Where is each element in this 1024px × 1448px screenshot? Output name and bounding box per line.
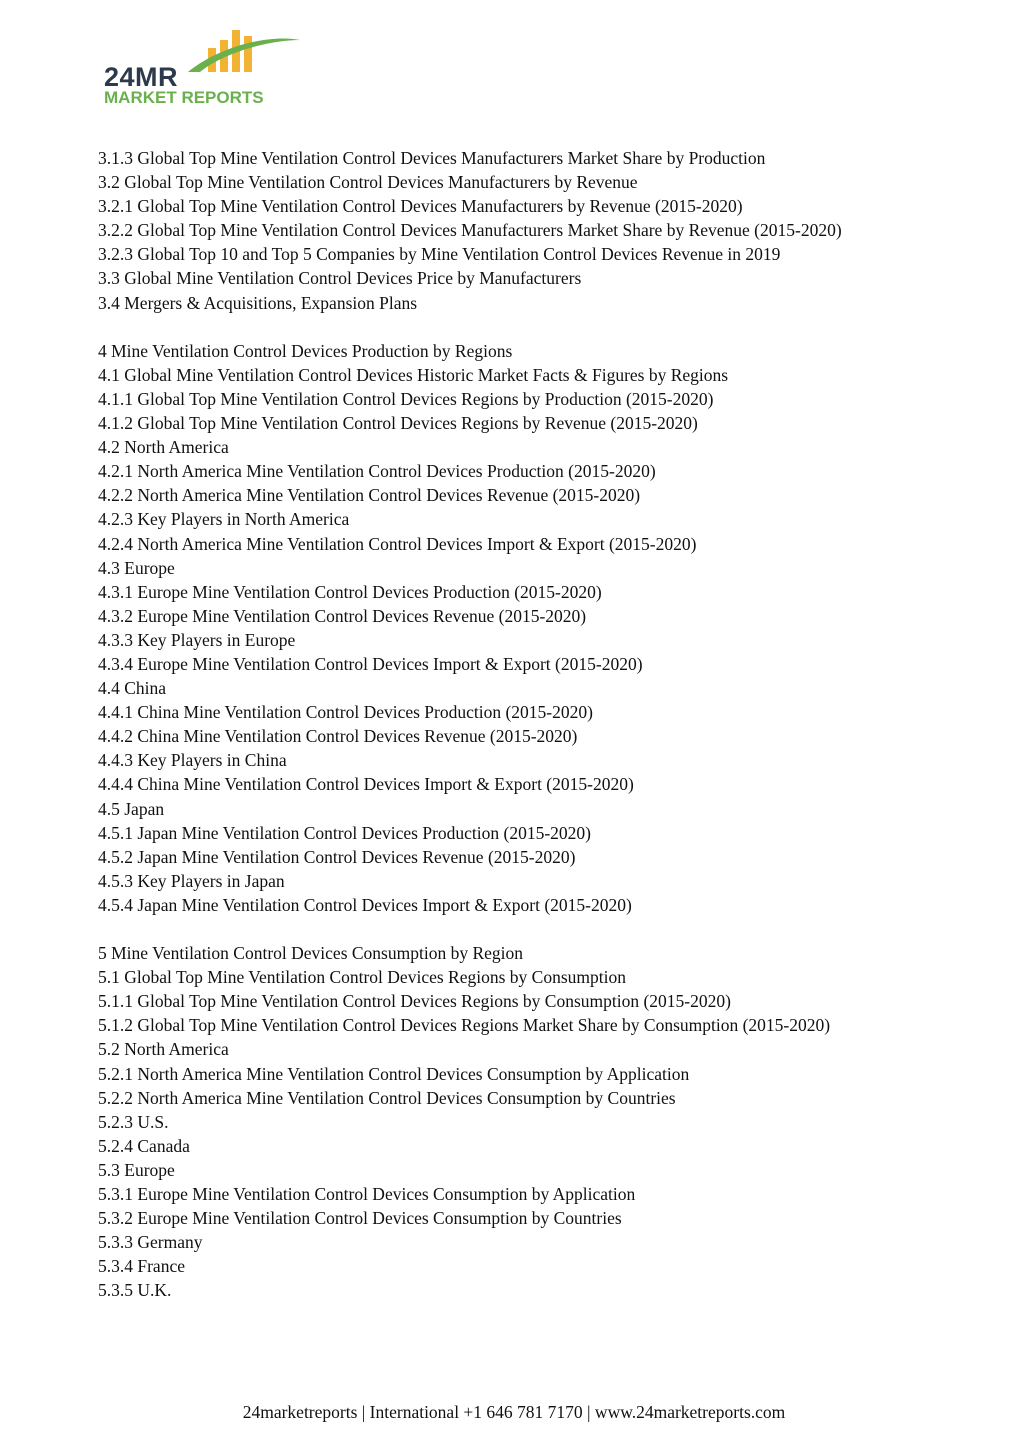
- toc-entry: 4.5.4 Japan Mine Ventilation Control Devices Import & Export (2015-2020): [98, 894, 632, 915]
- toc-entry: 3.1.3 Global Top Mine Ventilation Control Devices Manufacturers Market Share by Production: [98, 148, 766, 168]
- table-of-contents: [98, 146, 998, 1303]
- toc-entry: 5.1.2 Global Top Mine Ventilation Control Devices Regions Market Share by Consumption (2015-2020): [98, 1015, 831, 1036]
- toc-entry: 4.4.1 China Mine Ventilation Control Devices Production (2015-2020): [98, 702, 593, 723]
- toc-entry: 3.2.2 Global Top Mine Ventilation Control Devices Manufacturers Market Share by Revenue (2015-2020): [98, 220, 842, 241]
- page-footer: [0, 1400, 1024, 1424]
- toc-entry: 5.2 North America: [98, 1039, 229, 1060]
- toc-entry: 5.3.3 Germany: [98, 1232, 203, 1253]
- toc-entry: 5.2.3 U.S.: [98, 1111, 169, 1132]
- toc-entry: 5.1 Global Top Mine Ventilation Control Devices Regions by Consumption: [98, 967, 626, 988]
- toc-entry: 4.5 Japan: [98, 798, 165, 819]
- toc-entry: 4.2.4 North America Mine Ventilation Control Devices Import & Export (2015-2020): [98, 533, 697, 554]
- toc-entry: 5.1.1 Global Top Mine Ventilation Control Devices Regions by Consumption (2015-2020): [98, 991, 731, 1012]
- logo-wordmark: 24MR: [104, 62, 179, 92]
- toc-entry: 4.2.3 Key Players in North America: [98, 509, 350, 530]
- toc-entry: 4.3.2 Europe Mine Ventilation Control Devices Revenue (2015-2020): [98, 605, 587, 626]
- toc-entry: 5 Mine Ventilation Control Devices Consumption by Region: [98, 943, 523, 964]
- toc-entry: 4.3 Europe: [98, 557, 175, 578]
- toc-entry: 3.4 Mergers & Acquisitions, Expansion Plans: [98, 292, 418, 313]
- toc-entry: 4.3.3 Key Players in Europe: [98, 629, 296, 650]
- toc-entry: 4.2 North America: [98, 437, 229, 458]
- toc-entry: 5.3 Europe: [98, 1159, 175, 1180]
- toc-entry: 4.2.1 North America Mine Ventilation Control Devices Production (2015-2020): [98, 461, 656, 482]
- toc-entry: 4.5.2 Japan Mine Ventilation Control Devices Revenue (2015-2020): [98, 846, 576, 867]
- logo-tagline: MARKET REPORTS: [104, 88, 264, 107]
- toc-entry: 4.4.4 China Mine Ventilation Control Devices Import & Export (2015-2020): [98, 774, 634, 795]
- toc-entry: 4.2.2 North America Mine Ventilation Control Devices Revenue (2015-2020): [98, 485, 641, 506]
- toc-entry: 4.5.1 Japan Mine Ventilation Control Devices Production (2015-2020): [98, 822, 592, 843]
- toc-entry: 3.3 Global Mine Ventilation Control Devices Price by Manufacturers: [98, 268, 582, 289]
- toc-entry: 4.3.4 Europe Mine Ventilation Control Devices Import & Export (2015-2020): [98, 653, 643, 674]
- toc-entry: 5.3.4 France: [98, 1256, 185, 1277]
- toc-entry: 4.1.2 Global Top Mine Ventilation Control Devices Regions by Revenue (2015-2020): [98, 413, 698, 434]
- toc-entry: 4 Mine Ventilation Control Devices Production by Regions: [98, 340, 513, 361]
- company-logo: [100, 26, 310, 110]
- toc-entry: 5.3.1 Europe Mine Ventilation Control Devices Consumption by Application: [98, 1184, 636, 1205]
- toc-entry: 5.3.5 U.K.: [98, 1280, 172, 1301]
- toc-entry: 3.2.3 Global Top 10 and Top 5 Companies by Mine Ventilation Control Devices Revenue in 2019: [98, 244, 781, 265]
- toc-entry: 4.5.3 Key Players in Japan: [98, 870, 285, 891]
- toc-entry: 5.2.2 North America Mine Ventilation Control Devices Consumption by Countries: [98, 1087, 676, 1108]
- toc-entry: 4.1.1 Global Top Mine Ventilation Control Devices Regions by Production (2015-2020): [98, 388, 714, 409]
- footer-contact-text: 24marketreports | International +1 646 781 7170 | www.24marketreports.com: [242, 1402, 786, 1422]
- toc-entry: 5.2.1 North America Mine Ventilation Control Devices Consumption by Application: [98, 1063, 690, 1084]
- toc-entry: 4.1 Global Mine Ventilation Control Devices Historic Market Facts & Figures by Regions: [98, 364, 729, 385]
- toc-entry: 3.2.1 Global Top Mine Ventilation Control Devices Manufacturers by Revenue (2015-2020): [98, 196, 743, 217]
- toc-entry: 4.3.1 Europe Mine Ventilation Control Devices Production (2015-2020): [98, 581, 602, 602]
- toc-entry: 4.4.3 Key Players in China: [98, 750, 287, 771]
- toc-entry: 5.2.4 Canada: [98, 1135, 190, 1156]
- toc-entry: 5.3.2 Europe Mine Ventilation Control Devices Consumption by Countries: [98, 1208, 622, 1229]
- toc-entry: 4.4.2 China Mine Ventilation Control Devices Revenue (2015-2020): [98, 726, 578, 747]
- toc-entry: 4.4 China: [98, 678, 167, 699]
- toc-entry: 3.2 Global Top Mine Ventilation Control Devices Manufacturers by Revenue: [98, 172, 638, 193]
